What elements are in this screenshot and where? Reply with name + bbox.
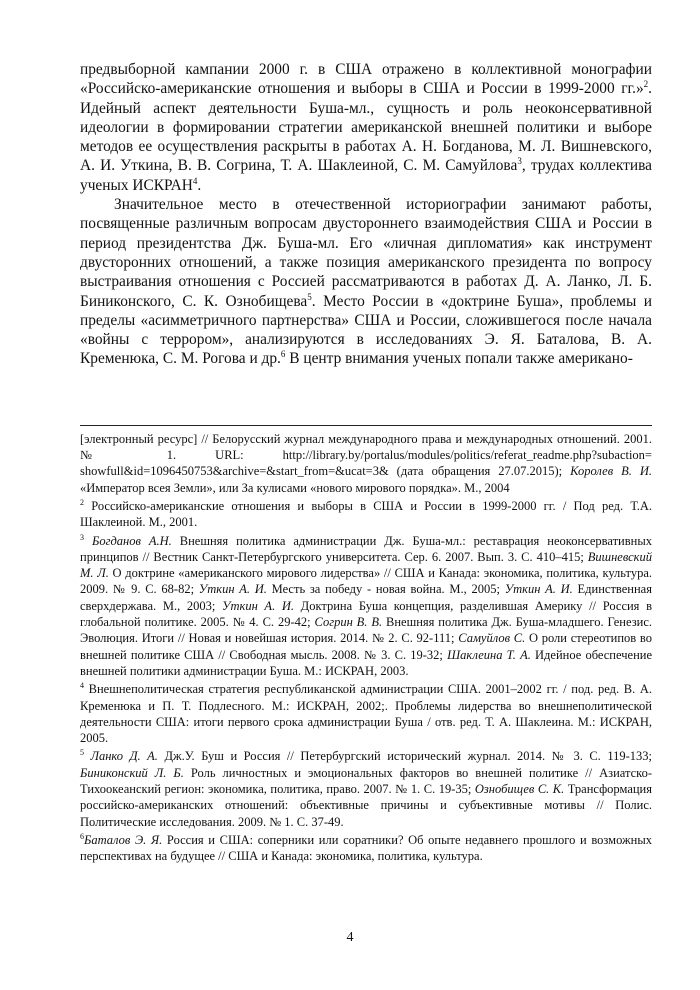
author-name: Уткин А. И. <box>222 598 295 613</box>
footnote-marker: 4 <box>192 175 198 186</box>
footnote-marker: 5 <box>307 291 312 302</box>
footnote-marker: 2 <box>80 497 84 507</box>
author-name: Уткин А. И. <box>198 582 267 597</box>
footnote-marker: 6 <box>80 831 84 841</box>
footnote-4: $^4$ Внешнеполитическая стратегия республиканской администрации США. 2001–2002 гг. / под. ред. В. А. Кременюка и П. Т. Подлесного. М.: ИСКРАН, 2002;. Проблемы лидерства во внешнеполитической деятельности США: итоги первого срока администрации Буша / отв. ред. Т. А. Шаклеина. М.: ИСКРАН, 2005. <box>80 681 652 746</box>
page-number: 4 <box>346 930 354 945</box>
footnote-2: $^2$ Российско-американские отношения и выборы в США и России в 1999-2000 гг. / Под ред. Т.А. Шаклеиной. М., 2001. <box>80 497 652 530</box>
footnote-1-continued: [электронный ресурс] // Белорусский журнал международного права и международных отношений. 2001. № 1. URL: http://library.by/portalus/modules/politics/referat_readme.php?subaction= showfull&id=1096450753&archive=&start_from=&ucat=3& (дата обращения 27.07.2015); Королев В. И. «Император всея Земли», или За кулисами «нового мирового порядка». М., 2004 <box>80 431 652 495</box>
author-name: Богданов А.Н. <box>91 533 172 548</box>
footnote-marker: 5 <box>80 748 84 758</box>
footnote-marker: 2 <box>643 79 649 90</box>
footnotes <box>80 431 652 865</box>
author-name: Баталов Э. Я. <box>84 832 163 847</box>
author-name: Вишневский М. Л. <box>80 549 652 581</box>
footnote-marker: 3 <box>517 156 522 167</box>
footnote-5: $^5$ Ланко Д. А. Дж.У. Буш и Россия // Петербургский исторический журнал. 2014. № 3. С. 119-133; Биниконский Л. Б. Роль личностных и эмоциональных факторов во внешней политике // Азиатско-Тихоокеанский регион: экономика, политика, право. 2007. № 1. С. 19-35; Ознобищев С. К. Трансформация российско-американских отношений: объективные причины и субъективные мотивы // Полис. Политические исследования. 2009. № 1. С. 37-49. <box>80 748 652 829</box>
footnote-6: $^6$Баталов Э. Я. Россия и США: соперники или соратники? Об опыте недавнего прошлого и возможных перспективах на будущее // США и Канада: экономика, политика, культура. <box>80 831 652 864</box>
author-name: Королев В. И. <box>570 464 652 479</box>
author-name: Ознобищев С. К. <box>474 781 565 796</box>
body-paragraph-2: Значительное место в отечественной историографии занимают работы, посвященные различным вопросам двустороннего взаимодействия США и России в период президентства Дж. Буша-мл. Его «личная дипломатия» как инструмент двусторонних отношений, а также позиция американского президента по вопросу выстраивания отношения с Россией рассматриваются в работах Д. А. Ланко, Л. Б. Биниконского, С. К. Ознобищева$^5$. Место России в «доктрине Буша», проблемы и пределы «асимметричного партнерства» США и России, сложившегося после начала «войны с террором», анализируются в исследованиях Э. Я. Баталова, В. А. Кременюка, С. М. Рогова и др.$^6$ В центр внимания ученых попали также американо- <box>80 196 652 368</box>
author-name: Согрин В. В. <box>314 615 383 630</box>
author-name: Биниконский Л. Б. <box>80 765 184 780</box>
body-paragraph-1: предвыборной кампании 2000 г. в США отражено в коллективной монографии «Российско-американские отношения и выборы в США и России в 1999-2000 гг.»$^2$. Идейный аспект деятельности Буша-мл., сущность и роль неоконсервативной идеологии в формировании стратегии американской внешней политики и выборе методов ее осуществления раскрыты в работах А. Н. Богданова, М. Л. Вишневского, А. И. Уткина, В. В. Согрина, Т. А. Шаклеиной, С. М. Самуйлова$^3$, трудах коллектива ученых ИСКРАН$^4$. <box>80 61 652 194</box>
main-text <box>80 60 652 369</box>
footnote-marker: 4 <box>80 681 84 691</box>
author-name: Ланко Д. А. <box>90 749 158 764</box>
footnote-marker: 3 <box>80 532 84 542</box>
author-name: Шаклеина Т. А. <box>447 647 531 662</box>
author-name: Самуйлов С. <box>458 631 526 646</box>
footnote-separator <box>80 425 652 426</box>
footnote-3: $^3$ Богданов А.Н. Внешняя политика администрации Дж. Буша-мл.: реставрация неоконсервативных принципов // Вестник Санкт-Петербургского университета. Сер. 6. 2007. Вып. 3. С. 410–415; Вишневский М. Л. О доктрине «американского мирового лидерства» // США и Канада: экономика, политика, культура. 2009. № 9. С. 68-82; Уткин А. И. Месть за победу - новая война. М., 2005; Уткин А. И. Единственная сверхдержава. М., 2003; Уткин А. И. Доктрина Буша концепция, разделившая Америку // Россия в глобальной политике. 2005. № 4. С. 29-42; Согрин В. В. Внешняя политика Дж. Буша-младшего. Генезис. Эволюция. Итоги // Новая и новейшая история. 2014. № 2. С. 92-111; Самуйлов С. О роли стереотипов во внешней политике США // Свободная мысль. 2008. № 3. С. 19-32; Шаклеина Т. А. Идейное обеспечение внешней политики администрации Буша. М.: ИСКРАН, 2003. <box>80 532 653 678</box>
footnote-marker: 6 <box>280 349 286 360</box>
document-page <box>80 60 652 864</box>
author-name: Уткин А. И. <box>504 582 573 597</box>
